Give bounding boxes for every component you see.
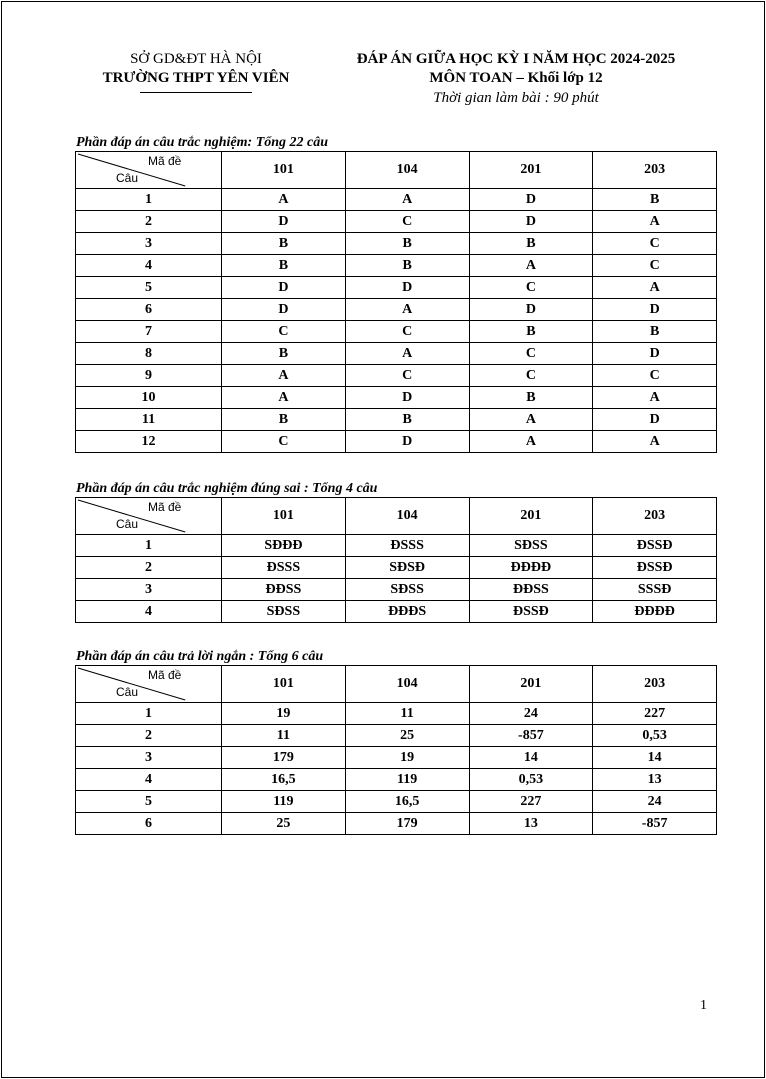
table-row — [76, 747, 717, 769]
answer-cell: D — [469, 299, 593, 321]
answer-cell: ĐSSS — [222, 557, 346, 579]
question-number-cell: 12 — [76, 431, 222, 453]
question-number-cell: 3 — [76, 747, 222, 769]
table-row — [76, 211, 717, 233]
answer-cell: A — [593, 387, 717, 409]
answer-cell: A — [469, 409, 593, 431]
table-row — [76, 703, 717, 725]
corner-code-label: Mã đề — [148, 500, 182, 514]
answer-cell: A — [222, 365, 346, 387]
answer-cell: A — [345, 343, 469, 365]
answer-cell: C — [593, 365, 717, 387]
answer-cell: B — [469, 387, 593, 409]
answer-cell: 19 — [345, 747, 469, 769]
table-row — [76, 321, 717, 343]
answer-cell: 227 — [469, 791, 593, 813]
corner-question-label: Câu — [116, 685, 139, 699]
table-row — [76, 365, 717, 387]
question-number-cell: 10 — [76, 387, 222, 409]
corner-code-label: Mã đề — [148, 154, 182, 168]
answer-cell: B — [222, 255, 346, 277]
question-number-cell: 9 — [76, 365, 222, 387]
answer-cell: D — [222, 277, 346, 299]
answer-cell: C — [469, 277, 593, 299]
table-corner-header — [76, 498, 222, 535]
answer-cell: C — [345, 365, 469, 387]
answer-cell: ĐĐĐS — [345, 601, 469, 623]
question-number-cell: 3 — [76, 233, 222, 255]
answer-cell: B — [593, 189, 717, 211]
subject-line: MÔN TOAN – Khối lớp 12 — [429, 70, 603, 86]
question-number-cell: 3 — [76, 579, 222, 601]
section-title-true-false: Phần đáp án câu trắc nghiệm đúng sai : Tổng 4 câu — [76, 481, 378, 496]
answer-cell: 24 — [593, 791, 717, 813]
answer-table-true-false — [75, 497, 717, 623]
question-number-cell: 1 — [76, 189, 222, 211]
page-number: 1 — [700, 998, 707, 1013]
table-row — [76, 233, 717, 255]
duration-line: Thời gian làm bài : 90 phút — [433, 90, 599, 106]
answer-cell: 13 — [593, 769, 717, 791]
answer-cell: 0,53 — [593, 725, 717, 747]
answer-cell: 14 — [469, 747, 593, 769]
exam-code-header: 203 — [593, 498, 717, 535]
answer-cell: D — [469, 189, 593, 211]
answer-cell: B — [345, 233, 469, 255]
answer-cell: 0,53 — [469, 769, 593, 791]
answer-cell: ĐSSĐ — [593, 535, 717, 557]
answer-cell: B — [469, 233, 593, 255]
answer-cell: D — [593, 343, 717, 365]
answer-cell: D — [593, 409, 717, 431]
answer-cell: A — [345, 189, 469, 211]
answer-cell: 14 — [593, 747, 717, 769]
answer-cell: D — [469, 211, 593, 233]
answer-cell: C — [593, 233, 717, 255]
answer-cell: D — [222, 299, 346, 321]
exam-code-header: 201 — [469, 152, 593, 189]
table-row — [76, 409, 717, 431]
answer-cell: C — [345, 321, 469, 343]
answer-cell: B — [222, 233, 346, 255]
question-number-cell: 6 — [76, 813, 222, 835]
answer-cell: ĐSSS — [345, 535, 469, 557]
header-right — [326, 50, 706, 108]
table-row — [76, 791, 717, 813]
answer-cell: A — [345, 299, 469, 321]
answer-cell: 119 — [345, 769, 469, 791]
answer-cell: SĐSS — [222, 601, 346, 623]
table-row — [76, 387, 717, 409]
table-row — [76, 725, 717, 747]
answer-cell: 25 — [222, 813, 346, 835]
answer-cell: ĐSSĐ — [593, 557, 717, 579]
table-row — [76, 255, 717, 277]
exam-code-header: 101 — [222, 152, 346, 189]
answer-cell: 119 — [222, 791, 346, 813]
answer-cell: B — [222, 343, 346, 365]
answer-cell: 179 — [345, 813, 469, 835]
question-number-cell: 2 — [76, 211, 222, 233]
answer-cell: SĐSS — [345, 579, 469, 601]
corner-code-label: Mã đề — [148, 668, 182, 682]
question-number-cell: 4 — [76, 769, 222, 791]
section-title-multiple-choice: Phần đáp án câu trắc nghiệm: Tổng 22 câu — [76, 135, 329, 150]
department-name: SỞ GD&ĐT HÀ NỘI — [130, 51, 262, 67]
answer-cell: C — [469, 343, 593, 365]
answer-cell: A — [593, 277, 717, 299]
section-title-short-answer: Phần đáp án câu trả lời ngắn : Tổng 6 câu — [76, 649, 324, 664]
answer-cell: D — [593, 299, 717, 321]
header-left — [76, 50, 316, 93]
answer-table-multiple-choice — [75, 151, 717, 453]
answer-table-short-answer — [75, 665, 717, 835]
answer-cell: A — [593, 431, 717, 453]
answer-cell: D — [345, 431, 469, 453]
exam-code-header: 101 — [222, 666, 346, 703]
answer-cell: B — [222, 409, 346, 431]
answer-cell: SĐSĐ — [345, 557, 469, 579]
answer-cell: 179 — [222, 747, 346, 769]
table-row — [76, 579, 717, 601]
answer-cell: A — [222, 189, 346, 211]
answer-cell: C — [222, 321, 346, 343]
school-name: TRƯỜNG THPT YÊN VIÊN — [102, 70, 290, 86]
answer-cell: -857 — [469, 725, 593, 747]
answer-cell: A — [593, 211, 717, 233]
answer-cell: B — [593, 321, 717, 343]
question-number-cell: 2 — [76, 725, 222, 747]
question-number-cell: 4 — [76, 601, 222, 623]
exam-title: ĐÁP ÁN GIỮA HỌC KỲ I NĂM HỌC 2024-2025 — [356, 51, 676, 67]
table-row — [76, 557, 717, 579]
answer-cell: 19 — [222, 703, 346, 725]
exam-code-header: 203 — [593, 666, 717, 703]
table-row — [76, 769, 717, 791]
table-row — [76, 601, 717, 623]
table-row — [76, 343, 717, 365]
answer-cell: C — [469, 365, 593, 387]
answer-cell: SSSĐ — [593, 579, 717, 601]
exam-code-header: 201 — [469, 498, 593, 535]
table-row — [76, 189, 717, 211]
question-number-cell: 6 — [76, 299, 222, 321]
question-number-cell: 1 — [76, 535, 222, 557]
answer-cell: 16,5 — [345, 791, 469, 813]
answer-cell: B — [345, 409, 469, 431]
answer-cell: 25 — [345, 725, 469, 747]
exam-code-header: 201 — [469, 666, 593, 703]
table-row — [76, 299, 717, 321]
answer-cell: ĐĐĐĐ — [469, 557, 593, 579]
answer-cell: A — [469, 255, 593, 277]
question-number-cell: 1 — [76, 703, 222, 725]
table-corner-header — [76, 666, 222, 703]
table-row — [76, 431, 717, 453]
answer-cell: 24 — [469, 703, 593, 725]
exam-code-header: 104 — [345, 152, 469, 189]
question-number-cell: 2 — [76, 557, 222, 579]
answer-cell: SĐĐĐ — [222, 535, 346, 557]
answer-cell: -857 — [593, 813, 717, 835]
answer-cell: 11 — [222, 725, 346, 747]
exam-code-header: 203 — [593, 152, 717, 189]
answer-cell: 16,5 — [222, 769, 346, 791]
question-number-cell: 11 — [76, 409, 222, 431]
question-number-cell: 8 — [76, 343, 222, 365]
table-row — [76, 813, 717, 835]
answer-cell: ĐĐSS — [222, 579, 346, 601]
answer-cell: C — [222, 431, 346, 453]
answer-cell: SĐSS — [469, 535, 593, 557]
answer-cell: B — [469, 321, 593, 343]
exam-code-header: 101 — [222, 498, 346, 535]
question-number-cell: 5 — [76, 791, 222, 813]
answer-cell: ĐĐSS — [469, 579, 593, 601]
answer-cell: 13 — [469, 813, 593, 835]
corner-question-label: Câu — [116, 517, 139, 531]
answer-cell: D — [222, 211, 346, 233]
answer-cell: A — [469, 431, 593, 453]
answer-cell: A — [222, 387, 346, 409]
table-row — [76, 277, 717, 299]
answer-cell: B — [345, 255, 469, 277]
exam-code-header: 104 — [345, 666, 469, 703]
table-row — [76, 535, 717, 557]
table-corner-header — [76, 152, 222, 189]
answer-cell: 11 — [345, 703, 469, 725]
question-number-cell: 7 — [76, 321, 222, 343]
answer-cell: ĐSSĐ — [469, 601, 593, 623]
question-number-cell: 4 — [76, 255, 222, 277]
answer-cell: D — [345, 387, 469, 409]
corner-question-label: Câu — [116, 171, 139, 185]
answer-cell: D — [345, 277, 469, 299]
answer-cell: C — [593, 255, 717, 277]
answer-cell: ĐĐĐĐ — [593, 601, 717, 623]
header-underline — [140, 92, 252, 93]
exam-code-header: 104 — [345, 498, 469, 535]
answer-cell: C — [345, 211, 469, 233]
question-number-cell: 5 — [76, 277, 222, 299]
answer-cell: 227 — [593, 703, 717, 725]
